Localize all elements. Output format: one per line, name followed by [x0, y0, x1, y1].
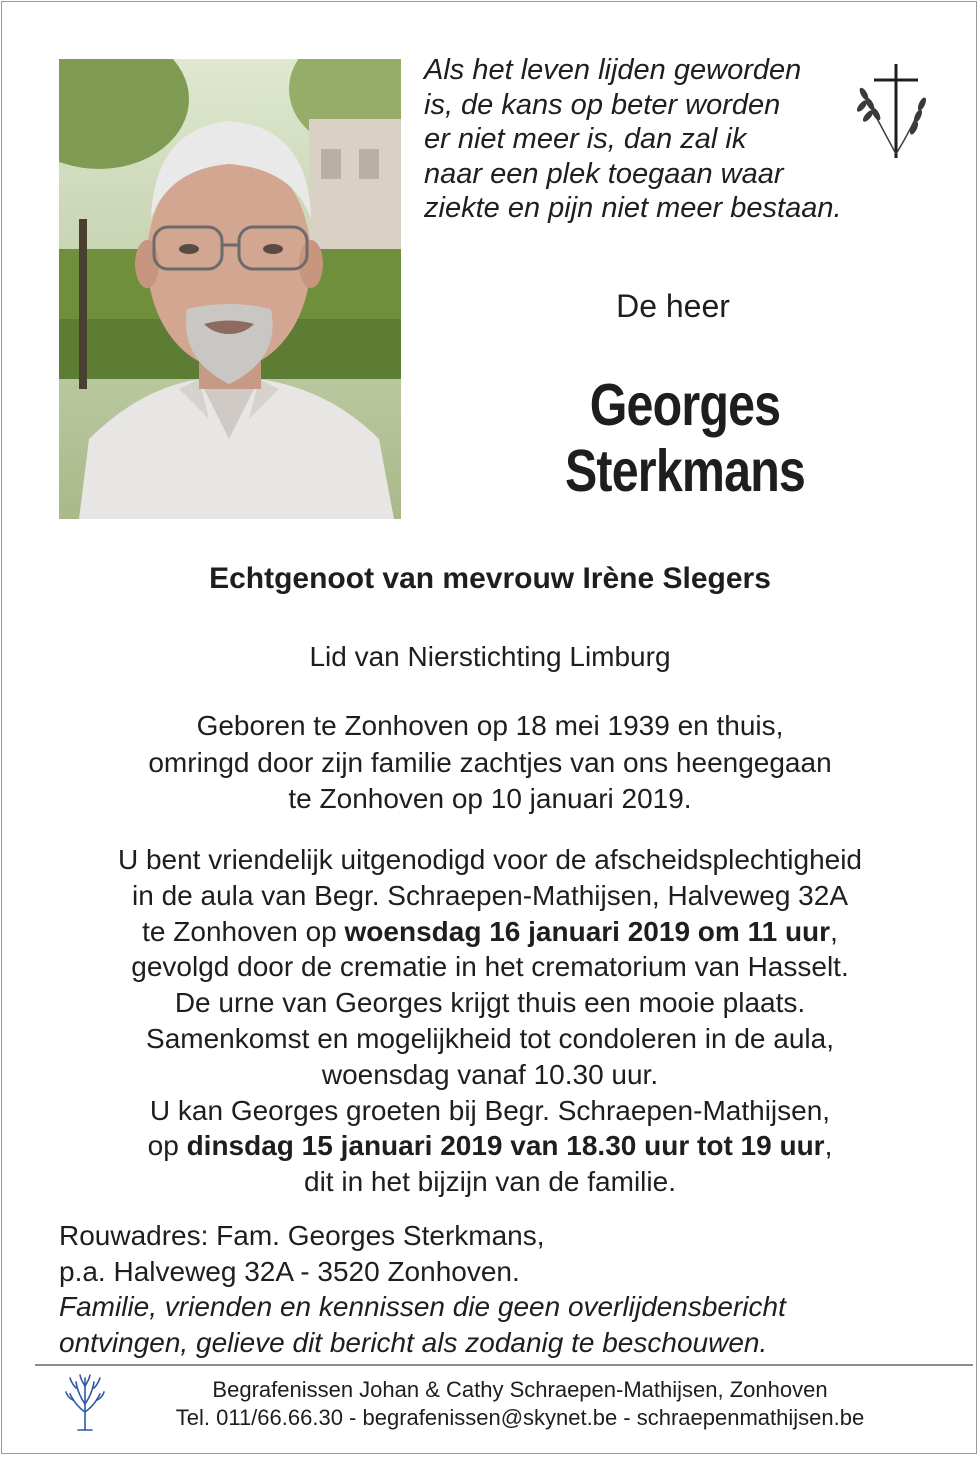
footer-company: Begrafenissen Johan & Cathy Schraepen-Mathijsen, Zonhoven: [212, 1377, 828, 1402]
text-line: dit in het bijzijn van de familie.: [304, 1166, 676, 1198]
text-line: p.a. Halveweg 32A - 3520 Zonhoven.: [59, 1255, 520, 1287]
cross-wheat-icon: [852, 58, 932, 160]
salutation: De heer: [616, 288, 730, 324]
poem-line: er niet meer is, dan zal ik: [424, 123, 747, 155]
text-line: De urne van Georges krijgt thuis een mooie plaats.: [174, 987, 806, 1019]
text-line: te Zonhoven op 10 januari 2019.: [288, 783, 692, 814]
text-line: U bent vriendelijk uitgenodigd voor de afscheidsplechtigheid: [117, 844, 863, 875]
text-line: Familie, vrienden en kennissen die geen overlijdensbericht: [59, 1291, 786, 1322]
text-line: gevolgd door de crematie in het crematorium van Hasselt.: [131, 951, 849, 983]
text-segment: ,: [824, 1130, 833, 1162]
text-segment: ,: [830, 915, 838, 947]
poem: [424, 53, 864, 226]
text-line: Rouwadres: Fam. Georges Sterkmans,: [59, 1220, 545, 1251]
text-line: in de aula van Begr. Schraepen-Mathijsen, Halveweg 32A: [132, 879, 848, 911]
poem-line: is, de kans op beter worden: [424, 88, 781, 121]
poem-line: Als het leven lijden geworden: [424, 54, 802, 86]
first-name: Georges: [589, 372, 781, 438]
portrait-photo: [59, 59, 401, 519]
text-segment: op: [147, 1130, 187, 1162]
text-line: [0, 914, 980, 950]
invitation-paragraph: [0, 842, 980, 1200]
footer: [120, 1376, 920, 1432]
ceremony-date: woensdag 16 januari 2019 om 11 uur: [344, 915, 831, 947]
visitation-date: dinsdag 15 januari 2019 van 18.30 uur tot 19 uur: [186, 1130, 825, 1162]
tree-logo-icon: [64, 1372, 106, 1432]
text-line: ontvingen, gelieve dit bericht als zodanig te beschouwen.: [59, 1326, 768, 1358]
text-line: Samenkomst en mogelijkheid tot condoleren in de aula,: [146, 1022, 834, 1054]
poem-line: naar een plek toegaan waar: [424, 157, 784, 190]
mourning-address: [59, 1218, 939, 1360]
spouse-line: Echtgenoot van mevrouw Irène Slegers: [209, 562, 771, 595]
text-line: Geboren te Zonhoven op 18 mei 1939 en thuis,: [196, 710, 784, 741]
text-line: omringd door zijn familie zachtjes van ons heengegaan: [148, 746, 832, 778]
text-line: [0, 1128, 980, 1164]
membership-line: Lid van Nierstichting Limburg: [309, 641, 671, 672]
poem-line: ziekte en pijn niet meer bestaan.: [424, 192, 842, 224]
footer-contact: Tel. 011/66.66.30 - begrafenissen@skynet.be - schraepenmathijsen.be: [175, 1405, 865, 1430]
last-name: Sterkmans: [564, 438, 806, 504]
divider: [35, 1364, 973, 1366]
text-line: U kan Georges groeten bij Begr. Schraepen-Mathijsen,: [149, 1094, 831, 1126]
text-line: woensdag vanaf 10.30 uur.: [321, 1058, 659, 1090]
text-segment: te Zonhoven op: [142, 915, 345, 947]
deceased-name: [500, 372, 870, 504]
birth-death-paragraph: [0, 708, 980, 818]
